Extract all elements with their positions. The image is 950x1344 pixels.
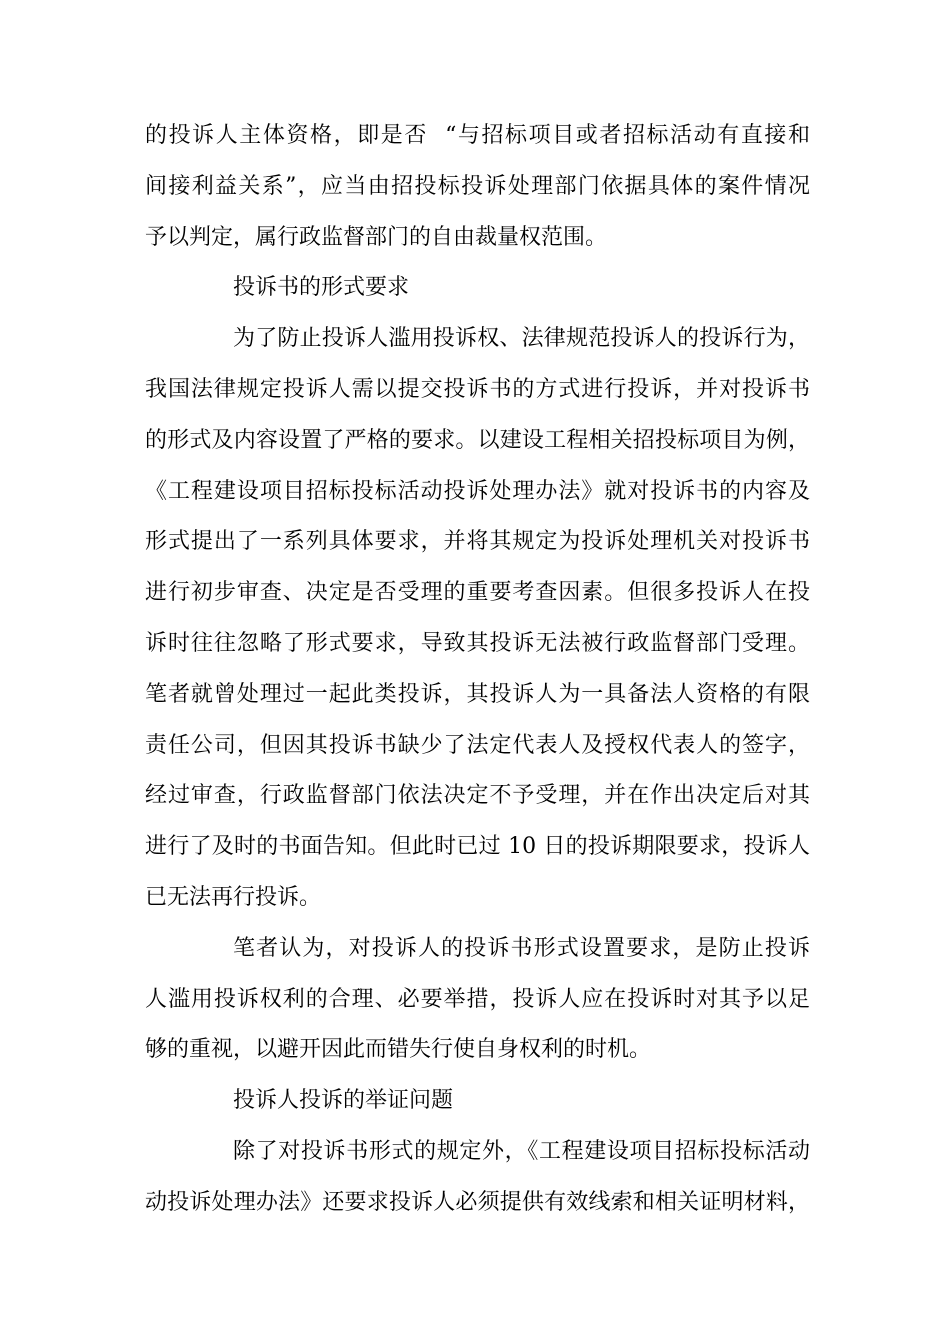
document-body [145,111,810,1229]
paragraph-line: 《工程建设项目招标投标活动投诉处理办法》就对投诉书的内容及 [145,478,810,504]
paragraph-line: 我国法律规定投诉人需以提交投诉书的方式进行投诉，并对投诉书 [145,376,810,402]
paragraph-line: 笔者认为，对投诉人的投诉书形式设置要求，是防止投诉 [233,935,810,961]
section-heading: 投诉人投诉的举证问题 [233,1088,454,1114]
paragraph-line: 形式提出了一系列具体要求，并将其规定为投诉处理机关对投诉书 [145,529,810,555]
paragraph-line: 进行了及时的书面告知。但此时已过 10 日的投诉期限要求，投诉人 [145,834,810,860]
paragraph-line: 笔者就曾处理过一起此类投诉，其投诉人为一具备法人资格的有限 [145,681,810,707]
paragraph-line: 动投诉处理办法》还要求投诉人必须提供有效线索和相关证明材料， [145,1189,810,1215]
paragraph-line: 的形式及内容设置了严格的要求。以建设工程相关招投标项目为例， [145,427,810,453]
section-heading: 投诉书的形式要求 [233,275,410,301]
paragraph-line: 已无法再行投诉。 [145,884,322,910]
paragraph-line: 人滥用投诉权利的合理、必要举措，投诉人应在投诉时对其予以足 [145,986,810,1012]
paragraph-line: 够的重视，以避开因此而错失行使自身权利的时机。 [145,1037,652,1063]
paragraph-line: 诉时往往忽略了形式要求，导致其投诉无法被行政监督部门受理。 [145,630,810,656]
paragraph-line: 责任公司，但因其投诉书缺少了法定代表人及授权代表人的签字， [145,732,810,758]
paragraph-line: 进行初步审查、决定是否受理的重要考查因素。但很多投诉人在投 [145,580,810,606]
paragraph-line: 予以判定，属行政监督部门的自由裁量权范围。 [145,224,608,250]
paragraph-line: 为了防止投诉人滥用投诉权、法律规范投诉人的投诉行为， [233,326,810,352]
paragraph-line: 除了对投诉书形式的规定外，《工程建设项目招标投标活动 [233,1138,810,1164]
paragraph-line: 的投诉人主体资格，即是否 “与招标项目或者招标活动有直接和 [145,123,810,148]
paragraph-line: 经过审查，行政监督部门依法决定不予受理，并在作出决定后对其 [145,783,810,809]
paragraph-line: 间接利益关系”，应当由招投标投诉处理部门依据具体的案件情况 [145,173,810,199]
